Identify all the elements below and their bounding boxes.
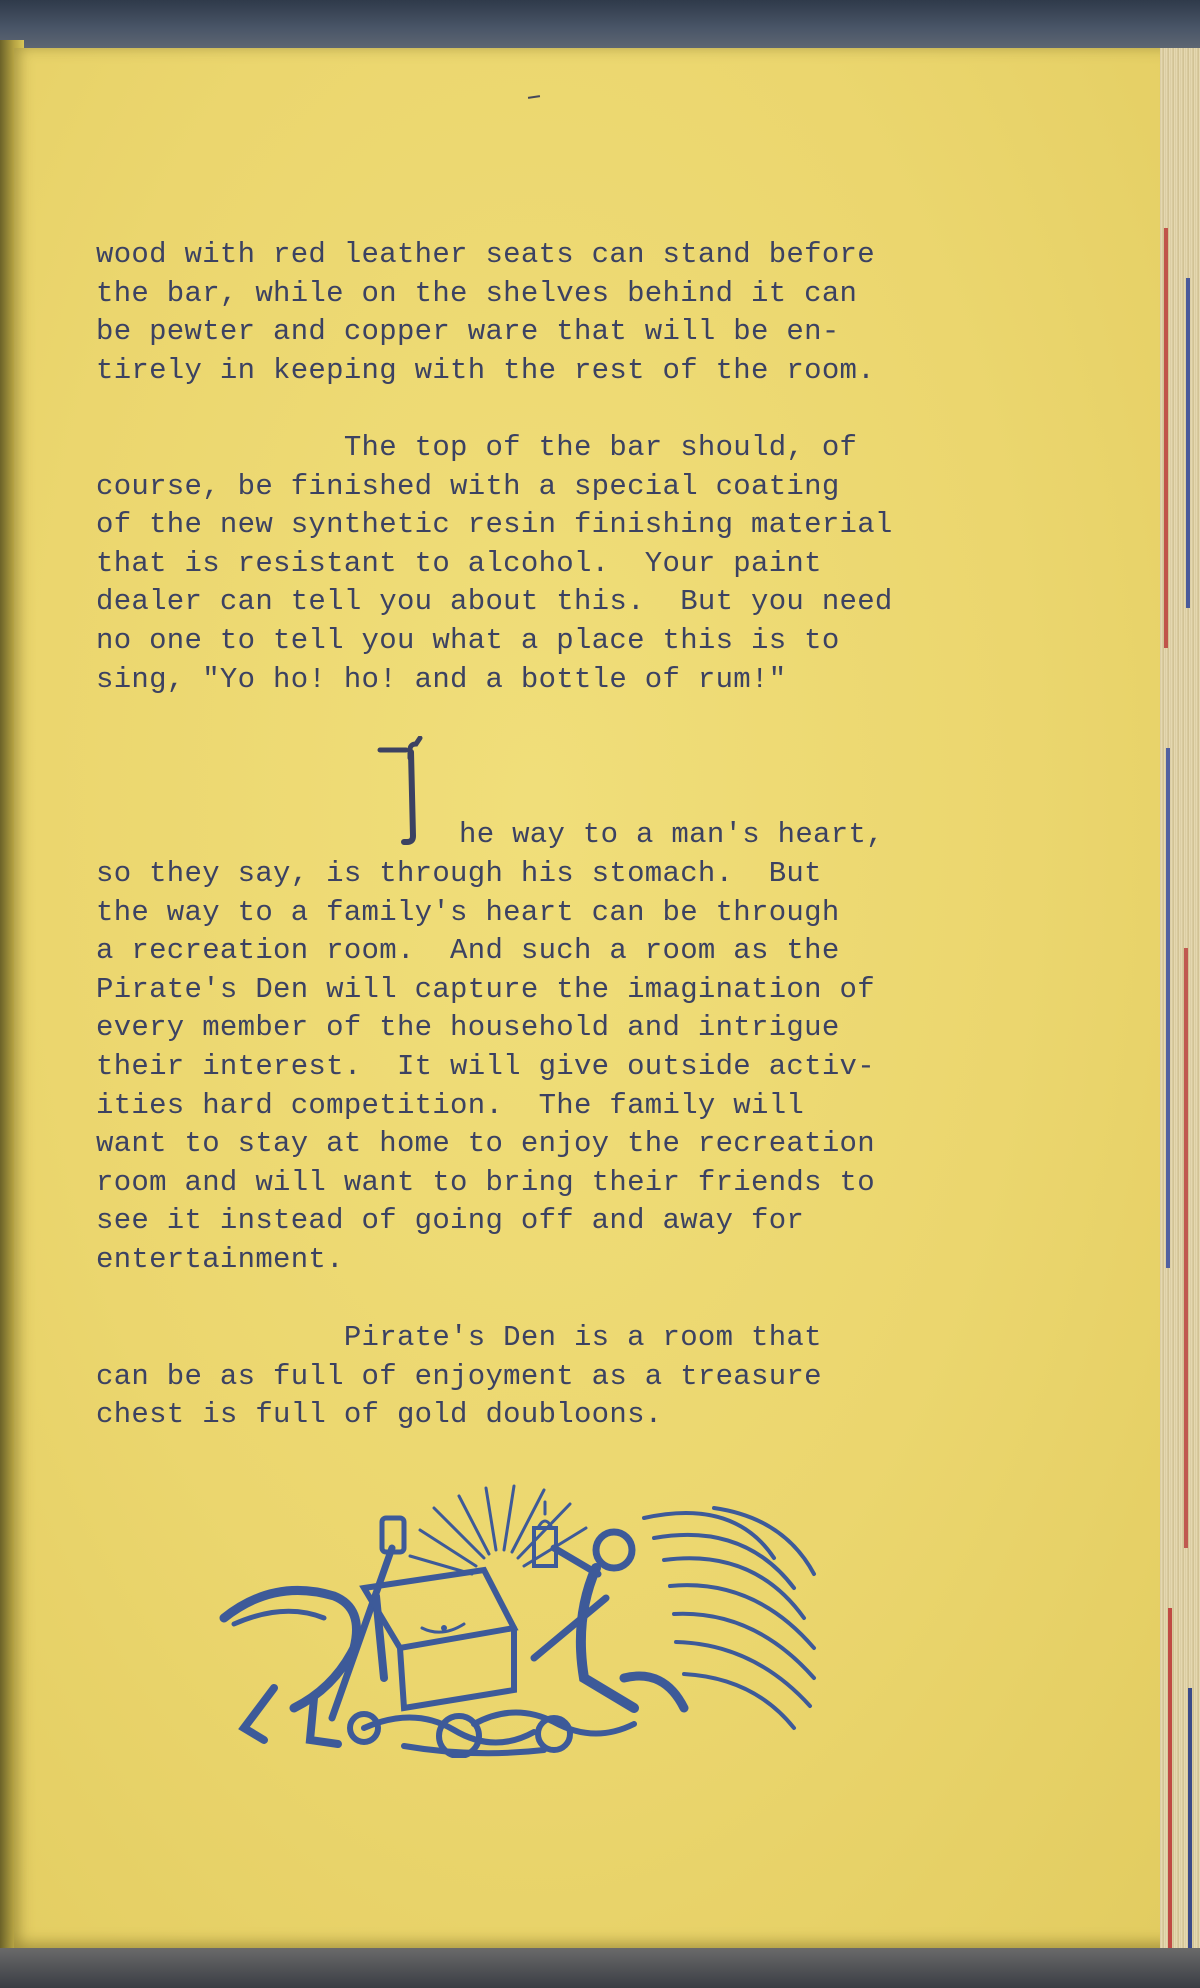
paragraph-3-first-line: he way to a man's heart, xyxy=(459,818,884,851)
paragraph-2: The top of the bar should, of course, be finished with a special coating of the new synthetic resin finishing material that is resistant to alcohol. Your paint dealer can tell you about this. But you need no one to tell you what a place this is to sing, "Yo ho! ho! and a bottle of rum!" xyxy=(96,431,893,696)
drop-cap-t-icon xyxy=(376,736,446,846)
pirate-digging-treasure-chest-illustration-icon xyxy=(214,1478,834,1758)
paragraph-4: Pirate's Den is a room that can be as full of enjoyment as a treasure chest is full of gold doubloons. xyxy=(96,1321,822,1432)
book-cover-top-edge xyxy=(0,0,1200,48)
paragraph-1: wood with red leather seats can stand before the bar, while on the shelves behind it can be pewter and copper ware that will be en- tirely in keeping with the rest of the room. xyxy=(96,238,875,387)
paragraph-3: so they say, is through his stomach. But the way to a family's heart can be through a recreation room. And such a room as the Pirate's Den will capture the imagination of every member of the household and intrigue their interest. It will give outside activ- ities hard competition. The family will want to stay at home to enjoy the recreation room and will want to bring their friends to see it instead of going off and away for entertainment. xyxy=(96,857,875,1276)
book-cover-bottom-edge xyxy=(0,1948,1200,1988)
page-stack-edge xyxy=(1160,48,1200,1948)
